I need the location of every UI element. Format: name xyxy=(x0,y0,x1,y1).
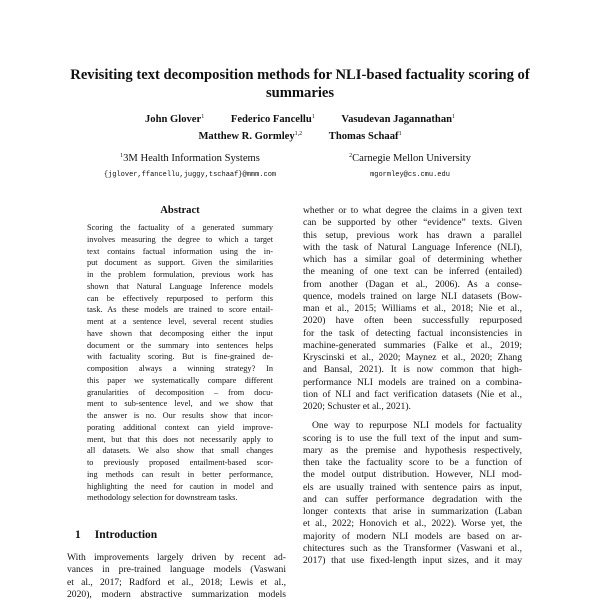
right-column xyxy=(303,205,522,567)
text-line: and Bansal, 2021). It is now common that high- xyxy=(303,364,522,376)
text-line: which has a similar goal of determining whether xyxy=(303,254,522,265)
text-line: longer contexts that arise in summarization (Laban xyxy=(303,506,522,517)
intro-left-column xyxy=(67,552,286,601)
email: {jglover,ffancellu,juggy,tschaaf}@mmm.com xyxy=(103,171,277,179)
text-line: 2020), modern abstractive summarization models xyxy=(67,588,286,600)
text-line: ing methods can result in better performance, xyxy=(87,469,273,479)
text-line: majority of modern NLI models are based on ar- xyxy=(303,530,522,542)
text-line: quence, models trained on large NLI datasets (Bow- xyxy=(303,290,522,302)
abstract-body xyxy=(87,222,273,504)
title-line: summaries xyxy=(265,85,335,101)
text-line: to previously proposed entailment-based scor- xyxy=(87,458,273,467)
author: John Glover$^1$ xyxy=(144,114,205,125)
text-line: for the task of detecting factual inconsistencies in xyxy=(303,327,522,339)
text-line: performance NLI models are trained on a combina- xyxy=(303,376,522,388)
text-line: tion of NLI and fact verification datasets (Nie et al., xyxy=(303,388,522,400)
text-line: text contains factual information using the in- xyxy=(87,246,273,256)
text-line: the meaning of one text can be inferred (entailed) xyxy=(303,266,522,278)
text-line: One way to repurpose NLI models for factuality xyxy=(312,420,522,432)
text-line: with the task of Natural Language Inference (NLI), xyxy=(303,241,522,253)
text-line: all datasets. We also show that small changes xyxy=(87,446,273,456)
text-line: from another (Dagan et al., 2006). As a conse- xyxy=(303,278,522,290)
text-line: et al., 2022; Honovich et al., 2022). Worse yet, the xyxy=(303,518,522,530)
text-line: can be supported by other “evidence” texts. Given xyxy=(303,217,522,229)
text-line: can be effectively repurposed to perform this xyxy=(87,293,273,303)
text-line: whether or to what degree the claims in a given text xyxy=(303,205,522,216)
text-line: scoring is to use the full text of the input and sum- xyxy=(303,432,522,444)
text-line: the answer is no. Our results show that incor- xyxy=(87,411,273,420)
text-line: have shown that decomposing either the input xyxy=(87,328,273,338)
paper-title xyxy=(40,66,560,102)
text-line: in the problem formulation, previous work has xyxy=(87,270,273,279)
abstract-heading: Abstract xyxy=(160,205,200,216)
text-line: ment to sub-sentence level, and we show that xyxy=(87,399,273,409)
text-line: ment, but that this does not necessarily apply to xyxy=(87,434,273,444)
text-line: shown that Natural Language Inference models xyxy=(87,281,273,291)
text-line: ment at a sentence level, several recent studies xyxy=(87,317,273,326)
text-line: vances in pre-trained language models (Vaswani xyxy=(67,564,286,576)
text-line: and can suffer performance degradation with the xyxy=(303,493,522,505)
text-line: this setup, previous work has drawn a parallel xyxy=(303,229,522,241)
text-line: this paper we systematically compare different xyxy=(87,375,273,385)
text-line: els are usually trained with sentence pairs as input, xyxy=(303,481,522,493)
author-list xyxy=(40,110,560,144)
section-heading: 1 Introduction xyxy=(75,529,158,541)
affiliation: $^2$Carnegie Mellon University xyxy=(349,153,471,164)
text-line: Scoring the factuality of a generated summary xyxy=(87,223,273,232)
paragraph-gap xyxy=(303,413,522,420)
email: mgormley@cs.cmu.edu xyxy=(370,171,450,179)
affiliation: $^1$3M Health Information Systems xyxy=(120,153,260,164)
author: Vasudevan Jagannathan$^1$ xyxy=(341,114,456,125)
text-line: task. As these models are trained to score entail- xyxy=(87,305,273,315)
text-line: With improvements largely driven by recent ad- xyxy=(67,552,286,563)
title-line: Revisiting text decomposition methods for NLI-based factuality scoring of xyxy=(70,67,530,83)
text-line: et al., 2017; Radford et al., 2018; Lewis et al., xyxy=(67,576,286,588)
text-line: mary as the premise and hypothesis respectively, xyxy=(303,444,522,456)
text-line: then take the factuality score to be a function of xyxy=(303,457,522,468)
text-line: porating additional context can yield improve- xyxy=(87,422,273,432)
text-line: machine-generated summaries (Falke et al., 2019; xyxy=(303,339,522,351)
text-line: 2020) have often been successfully repurposed xyxy=(303,315,522,327)
text-line: 2017) that use fixed-length input sizes, and it may xyxy=(303,555,522,566)
text-line: composition always a winning strategy? In xyxy=(87,364,273,373)
author: Matthew R. Gormley$^{1,2}$ xyxy=(198,131,303,142)
author: Thomas Schaaf$^1$ xyxy=(328,131,402,142)
text-line: 2020; Schuster et al., 2021). xyxy=(303,401,411,412)
text-line: involves measuring the degree to which a target xyxy=(87,234,273,244)
text-line: chitectures such as the Transformer (Vaswani et al., xyxy=(303,542,522,554)
author: Federico Fancellu$^1$ xyxy=(230,114,315,125)
text-line: put document as support. Given the similarities xyxy=(87,258,273,268)
text-line: man et al., 2015; Williams et al., 2018; Nie et al., xyxy=(303,303,522,314)
text-line: Kryscinski et al., 2020; Maynez et al., 2020; Zhang xyxy=(303,352,522,363)
text-line: granularities of decomposition – from docu- xyxy=(87,387,273,397)
text-line: with factuality scoring. But is fine-grained de- xyxy=(87,352,273,362)
text-line: highlighting the need for caution in model and xyxy=(87,481,273,491)
text-line: methodology selection for downstream tasks. xyxy=(87,493,238,503)
text-line: document or the summary into sentences helps xyxy=(87,340,273,350)
text-line: the model output distribution. However, NLI mod- xyxy=(303,469,522,481)
